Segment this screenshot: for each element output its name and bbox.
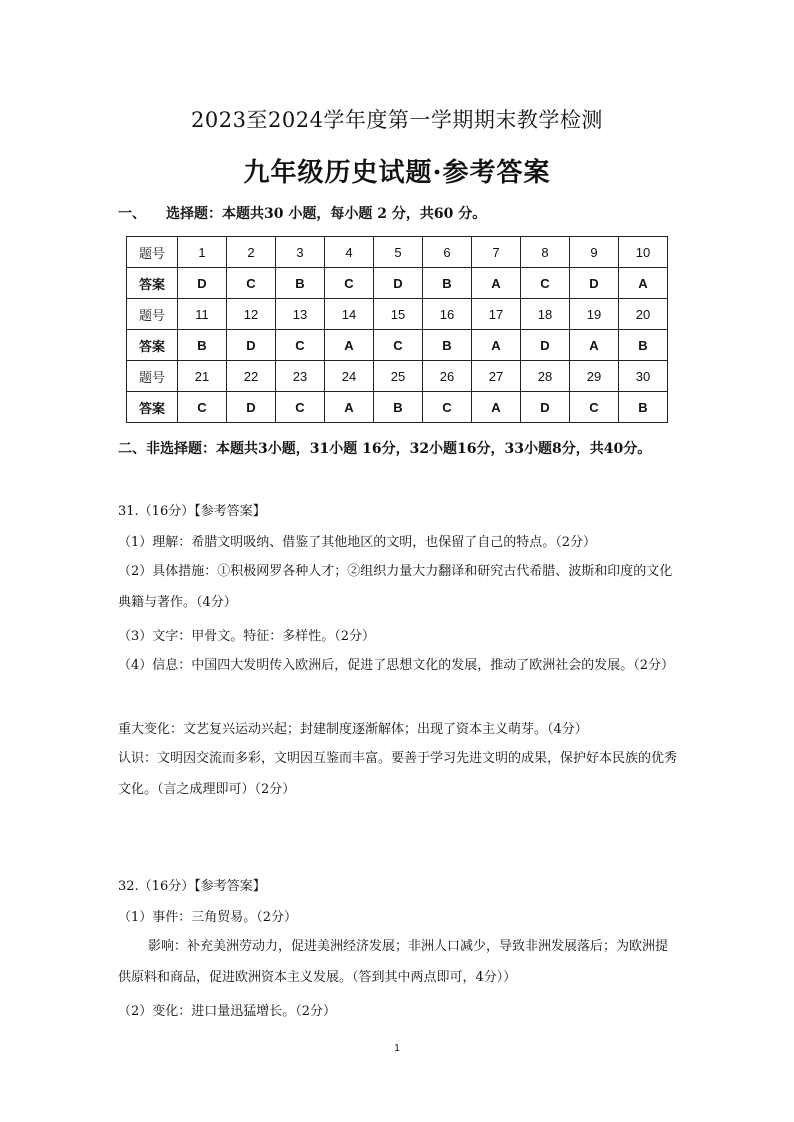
question-number-cell: 6 [423,237,472,268]
answer-cell: D [374,268,423,299]
question-number-cell: 10 [619,237,668,268]
answer-cell: A [619,268,668,299]
answer-cell: A [570,330,619,361]
question-number-cell: 8 [521,237,570,268]
question-number-cell: 4 [325,237,374,268]
question-number-cell: 27 [472,361,521,392]
answer-cell: D [570,268,619,299]
question-number-cell: 17 [472,299,521,330]
answer-label-cell: 答案 [127,268,178,299]
answer-cell: C [423,392,472,423]
answer-table [126,236,668,423]
q31-major-changes: 重大变化：文艺复兴运动兴起；封建制度逐渐解体；出现了资本主义萌芽。（4分） [118,722,588,737]
question-number-cell: 16 [423,299,472,330]
answer-label-cell: 答案 [127,392,178,423]
q32-part2: （2）变化：进口量迅猛增长。（2分） [118,1004,337,1019]
question-number-cell: 2 [227,237,276,268]
question-number-cell: 7 [472,237,521,268]
answer-cell: B [423,268,472,299]
question-number-cell: 19 [570,299,619,330]
answer-cell: A [472,330,521,361]
q32-impact: 影响：补充美洲劳动力，促进美洲经济发展；非洲人口减少，导致非洲发展落后；为欧洲提供原料和商品，促进欧洲资本主义发展。（答到其中两点即可，4分）） [118,939,669,985]
q32-part1: （1）事件：三角贸易。（2分） [118,910,298,925]
answer-cell: B [178,330,227,361]
question-number-cell: 22 [227,361,276,392]
section1-heading [118,203,486,223]
answer-cell: A [325,392,374,423]
answer-cell: D [521,330,570,361]
section1-number: 一、 [118,206,146,222]
answer-cell: A [325,330,374,361]
q31-part1: （1）理解：希腊文明吸纳、借鉴了其他地区的文明，也保留了自己的特点。（2分） [118,535,597,550]
question-number-cell: 25 [374,361,423,392]
question-label-cell: 题号 [127,237,178,268]
q31-part3: （3）文字：甲骨文。特征：多样性。（2分） [118,629,376,644]
answer-cell: C [227,268,276,299]
question-number-row [127,361,668,392]
answer-cell: A [472,392,521,423]
q31-part2: （2）具体措施：①积极网罗各种人才；②组织力量大力翻译和研究古代希腊、波斯和印度的文化典籍与著作。（4分） [118,564,673,610]
answer-key-title: 九年级历史试题·参考答案 [243,158,551,188]
answer-cell: C [374,330,423,361]
q31-part4: （4）信息：中国四大发明传入欧洲后，促进了思想文化的发展，推动了欧洲社会的发展。（2分） [118,658,675,673]
answer-cell: C [276,330,325,361]
answer-cell: C [276,392,325,423]
page-number: 1 [394,1043,400,1054]
question-number-cell: 1 [178,237,227,268]
answer-row [127,268,668,299]
question-number-cell: 11 [178,299,227,330]
question-label-cell: 题号 [127,361,178,392]
question-number-cell: 24 [325,361,374,392]
question-number-cell: 9 [570,237,619,268]
section1-text: 选择题：本题共30 小题，每小题 2 分，共60 分。 [166,206,487,222]
answer-cell: C [178,392,227,423]
question-number-cell: 23 [276,361,325,392]
question-number-row [127,299,668,330]
question-number-cell: 5 [374,237,423,268]
answer-cell: A [472,268,521,299]
question-number-cell: 30 [619,361,668,392]
answer-row [127,330,668,361]
exam-header-title: 2023至2024学年度第一学期期末教学检测 [191,108,603,132]
question-number-cell: 26 [423,361,472,392]
answer-cell: D [227,330,276,361]
answer-cell: C [570,392,619,423]
answer-cell: D [178,268,227,299]
question-number-cell: 13 [276,299,325,330]
q31-understanding: 认识：文明因交流而多彩，文明因互鉴而丰富。要善于学习先进文明的成果，保护好本民族的优秀文化。（言之成理即可）（2分） [118,751,678,797]
question-number-cell: 20 [619,299,668,330]
question-number-cell: 12 [227,299,276,330]
question-number-cell: 21 [178,361,227,392]
answer-cell: B [276,268,325,299]
q32-heading: 32.（16分）【参考答案】 [118,879,266,894]
q31-heading: 31.（16分）【参考答案】 [118,504,266,519]
answer-cell: C [325,268,374,299]
answer-cell: B [423,330,472,361]
answer-label-cell: 答案 [127,330,178,361]
question-number-cell: 15 [374,299,423,330]
section2-heading: 二、非选择题：本题共3小题，31小题 16分，32小题16分，33小题8分，共40分。 [118,441,652,457]
answer-row [127,392,668,423]
answer-cell: D [227,392,276,423]
answer-cell: B [619,392,668,423]
answer-cell: B [374,392,423,423]
answer-cell: C [521,268,570,299]
question-label-cell: 题号 [127,299,178,330]
question-number-cell: 3 [276,237,325,268]
question-number-cell: 18 [521,299,570,330]
question-number-cell: 29 [570,361,619,392]
question-number-cell: 28 [521,361,570,392]
question-number-row [127,237,668,268]
question-number-cell: 14 [325,299,374,330]
answer-cell: D [521,392,570,423]
answer-cell: B [619,330,668,361]
